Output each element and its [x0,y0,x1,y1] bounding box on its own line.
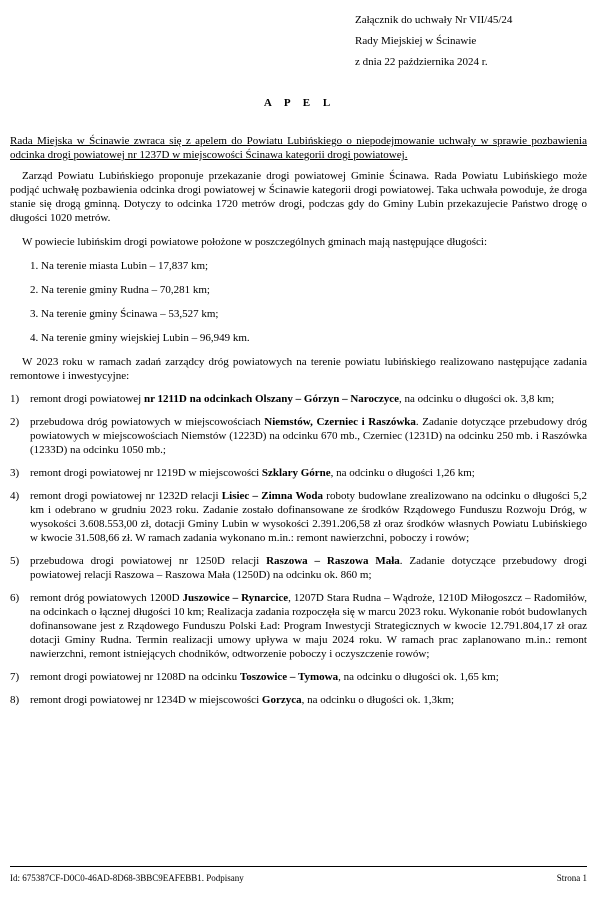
footer-divider [10,866,587,867]
item-number: 8) [10,694,20,706]
item-number: 5) [10,555,20,567]
item-text: remont drogi powiatowej nr 1232D relacji Lisiec – Zimna Woda roboty budowlane zrealizowano na odcinku o długości 5,2 km i odebrano w grudniu 2023 roku. Zadanie zostało dofinansowane ze środków Rządowego Funduszu Rozwoju Dróg, w wysokości 3.608.553,00 zł, dotacji Gminy Lubin w wysokości 2.391.206,58 zł oraz środków własnych Powiatu Lubińskiego w kwocie 31.508,66 zł. W ramach zadania wykonano m.in.: remont nawierzchni, poboczy i rowów; [30,490,587,544]
item-number: 7) [10,671,20,683]
list-item [10,693,587,707]
item-text: remont drogi powiatowej nr 1219D w miejscowości Szklary Górne, na odcinku o długości 1,26 km; [30,467,475,479]
list-item: 4. Na terenie gminy wiejskiej Lubin – 96,949 km. [30,332,250,344]
item-number: 1) [10,393,20,405]
item-number: 6) [10,592,20,604]
list-item [10,670,587,684]
item-text: remont dróg powiatowych 1200D Juszowice – Rynarcice, 1207D Stara Rudna – Wądroże, 1210D Miłogoszcz – Radomiłów, na odcinkach o łącznej długości 10 km; Realizacja zadania rozpoczęła się w marcu 2023 roku. Wykonanie robót budowlanych dofinansowane jest z Rządowego Funduszu Polski Ład: Program Inwestycji Strategicznych w kwocie 12.791.804,17 zł oraz dotacji Gminy Rudna. Termin realizacji umowy upływa w maju 2024 roku. W ramach prac zaplanowano m.in.: remont nawierzchni, remont istniejących chodników, odtworzenie poboczy i oczyszczenie rowów; [30,592,588,660]
item-number: 4) [10,490,20,502]
list-item: 2. Na terenie gminy Rudna – 70,281 km; [30,284,210,296]
attachment-line-3: z dnia 22 października 2024 r. [355,56,488,68]
tasks-list [10,392,587,707]
list-item [10,466,587,480]
item-number: 2) [10,416,20,428]
attachment-header [355,10,512,73]
paragraph-1: Zarząd Powiatu Lubińskiego proponuje przekazanie drogi powiatowej Gminie Ścinawa. Rada Powiatu Lubińskiego może podjąć uchwałę pozbawienia odcinka drogi powiatowej w Ścinawie kategorii drogi powiatowej. Taka uchwała powoduje, że droga stanie się drogą gminną. Dotyczy to odcinka 1720 metrów drogi, podczas gdy do Gminy Lubin przekazujecie Państwo drogę o długości 1020 metrów. [10,170,587,224]
page-footer [10,873,587,883]
item-text: remont drogi powiatowej nr 1234D w miejscowości Gorzyca, na odcinku o długości ok. 1,3km; [30,694,455,706]
item-text: przebudowa drogi powiatowej nr 1250D relacji Raszowa – Raszowa Mała. Zadanie dotyczące przebudowy drogi powiatowej relacji Raszowa – Raszowa Mała (1250D) na odcinku ok. 860 m; [30,555,587,581]
document-body [10,134,587,707]
document-id: Id: 675387CF-D0C0-46AD-8D68-3BBC9EAFEBB1. Podpisany [10,873,244,883]
list-item [10,554,587,582]
list-item: 3. Na terenie gminy Ścinawa – 53,527 km; [30,308,219,320]
paragraph-3: W 2023 roku w ramach zadań zarządcy dróg powiatowych na terenie powiatu lubińskiego realizowano następujące zadania remontowe i inwestycyjne: [10,356,587,382]
list-item [10,489,587,545]
paragraph-2: W powiecie lubińskim drogi powiatowe położone w poszczególnych gminach mają następujące długości: [22,236,488,248]
road-lengths-list [10,259,587,345]
item-text: remont drogi powiatowej nr 1208D na odcinku Toszowice – Tymowa, na odcinku o długości ok. 1,65 km; [30,671,499,683]
list-item [10,415,587,457]
document-title: A P E L [263,97,336,109]
attachment-line-1: Załącznik do uchwały Nr VII/45/24 [355,14,513,26]
list-item: 1. Na terenie miasta Lubin – 17,837 km; [30,260,209,272]
page-number: Strona 1 [556,873,587,883]
attachment-line-2: Rady Miejskiej w Ścinawie [355,35,477,47]
item-text: przebudowa dróg powiatowych w miejscowościach Niemstów, Czerniec i Raszówka. Zadanie dotyczące przebudowy dróg powiatowych w miejscowościach Niemstów (1223D) na odcinku 670 mb., Czerniec (1231D) na odcinku 250 mb. i Raszówka (1233D) na odcinku 1050 mb.; [30,416,587,456]
item-number: 3) [10,467,20,479]
item-text: remont drogi powiatowej nr 1211D na odcinkach Olszany – Górzyn – Naroczyce, na odcinku o długości ok. 3,8 km; [30,393,555,405]
appeal-lead: Rada Miejska w Ścinawie zwraca się z apelem do Powiatu Lubińskiego o niepodejmowanie uchwały w sprawie pozbawienia odcinka drogi powiatowej nr 1237D w miejscowości Ścinawa kategorii drogi powiatowej. [10,135,587,161]
list-item [10,591,587,661]
list-item [10,392,587,406]
